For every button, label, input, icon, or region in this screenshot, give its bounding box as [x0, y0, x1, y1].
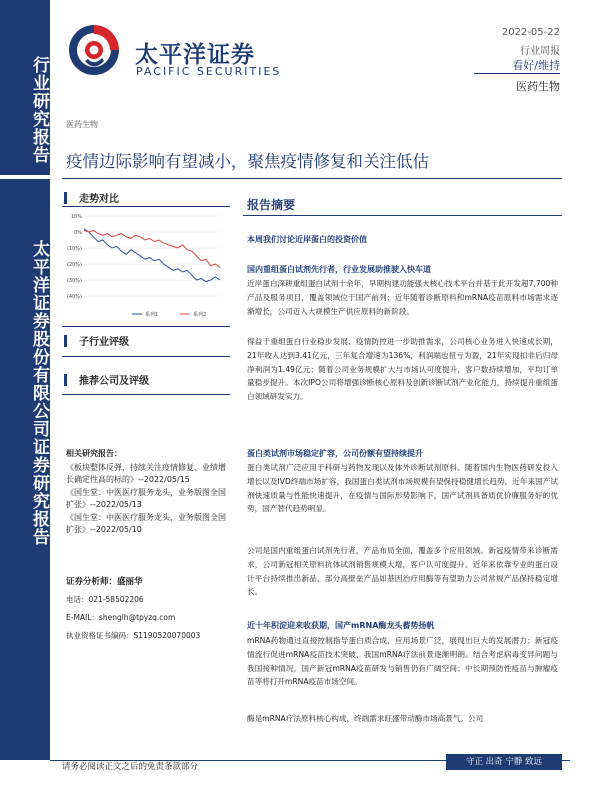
- recommend-heading-text: 推荐公司及评级: [79, 376, 149, 387]
- pacific-securities-logo-icon: [66, 22, 122, 78]
- industry-rating-divider: [62, 356, 230, 357]
- section-heading: 蛋白类试剂市场稳定扩容，公司份额有望持续提升: [247, 449, 423, 458]
- analyst-name: 盛丽华: [117, 577, 143, 587]
- summary-intro: 本周我们讨论近岸蛋白的投资价值: [247, 235, 367, 244]
- footer-disclaimer: 请务必阅读正文之后的免责条款部分: [62, 762, 199, 772]
- summary-heading: 报告摘要: [247, 198, 296, 212]
- series-line: [84, 229, 220, 282]
- related-report-item[interactable]: 《板块整体反弹，持续关注疫情修复、业绩增长确定性高的标的》--2022/05/15: [66, 462, 226, 484]
- chart-bottom-divider: [62, 326, 230, 327]
- series-line: [84, 230, 220, 267]
- title-divider: [62, 178, 562, 179]
- related-reports: [66, 448, 230, 537]
- section-paragraph: 蛋白类试剂广泛应用于科研与药物发现以及体外诊断试剂原料。随着国内生物医药研发投入增长以及IVD终端市场扩容，我国蛋白类试剂市场规模有望保持稳健增长趋势。近年来国产试剂快速质量与性能快速提升，在疫情与国际形势影响下，国产试剂具备质优价廉服务好的优势，国产替代趋势明显。: [247, 463, 558, 514]
- analyst-info: [66, 575, 230, 641]
- y-tick-label: (30%): [66, 278, 82, 284]
- y-tick-label: 10%: [70, 214, 82, 220]
- trend-heading-text: 走势对比: [79, 194, 119, 205]
- rating-divider: [474, 73, 560, 74]
- y-tick-label: (40%): [66, 294, 82, 300]
- recommend-heading: [64, 372, 149, 387]
- analyst-line: [66, 575, 230, 587]
- section-paragraph: 酶是mRNA疗法原料核心构成，终端需求旺盛带动酶市场高景气。公司: [247, 714, 484, 723]
- trend-divider: [62, 206, 230, 207]
- industry-rating: 看好/维持: [512, 59, 560, 72]
- analyst-label: 证券分析师：: [66, 577, 118, 587]
- report-type: 行业周报: [520, 46, 560, 57]
- industry-rating-heading-text: 子行业评级: [79, 337, 129, 348]
- section-heading: 国内重组蛋白试剂先行者，行业发展助推驶入快车道: [247, 265, 431, 274]
- section-paragraph: 公司是国内重组蛋白试剂先行者，产品布局全面，覆盖多个应用领域。新冠疫情带来诊断需求，公司新冠相关原料抗体试剂销售规模大增，客户认可度提升。近年来依靠专业的蛋白设计平台持续推出新品，部分高壁垒产品如基因治疗用酶等有望助力公司常规产品保持稳定增长。: [247, 546, 558, 597]
- trend-chart: [62, 210, 230, 322]
- analyst-email[interactable]: E-MAIL：shenglh@tpyzq.com: [66, 613, 176, 622]
- page-title: 疫情边际影响有望减小，聚焦疫情修复和关注低估: [66, 152, 429, 171]
- section-paragraph: mRNA药物通过直接控制指导蛋白质合成，应用场景广泛，展现出巨大的发展潜力；新冠疫情流行促进mRNA疫苗技术突破，我国mRNA疗法前景逐渐明朗。结合考虑病毒变异问题与我国接种情况，国产新冠mRNA疫苗研发与销售仍有广阔空间；中长期预防性疫苗与肿瘤疫苗等将打开mRNA疫苗市场空间。: [247, 636, 558, 687]
- heading-marker: [64, 192, 67, 204]
- section-paragraph: 得益于重组蛋白行业稳步发展、疫情防控进一步助推需求，公司核心业务进入快速成长期，21年收入达到3.41亿元，三年复合增速为136%，利润端也扭亏为盈，21年实现扣非后归母净利润为1.49亿元；随着公司业务规模扩大与市场认可度提升，客户数持续增加，平均订单量稳步提升。本次IPO公司将增强诊断核心原料及创新诊断试剂产业化能力，持续提升重组蛋白领域研发实力。: [247, 337, 558, 402]
- section-paragraph: 近岸蛋白深耕重组蛋白试剂十余年，早期构建功能强大核心技术平台并基于此开发超7,700种产品及服务项目，覆盖领域位于国产前列；近年随着诊断原料和mRNA疫苗原料市场需求逐渐增长，公司迈入大规模生产供应原料的新阶段。: [247, 279, 558, 316]
- analyst-phone: 电话：021-58502206: [66, 595, 144, 604]
- analyst-license: 执业资格证书编码：S1190520070003: [66, 631, 201, 640]
- sidebar-label-bottom: 太平洋证券股份有限公司证券研究报告: [29, 240, 49, 546]
- y-tick-label: (20%): [66, 262, 82, 268]
- brand-name-en: PACIFIC SECURITIES: [136, 65, 282, 78]
- related-heading: 相关研究报告：: [66, 449, 122, 458]
- heading-marker: [64, 374, 67, 386]
- report-date: 2022-05-22: [501, 27, 560, 38]
- trend-heading: [64, 190, 119, 205]
- legend-label: 系列1: [145, 312, 159, 318]
- report-sector: 医药生物: [516, 80, 560, 93]
- heading-marker: [64, 335, 67, 347]
- y-tick-label: (10%): [66, 246, 82, 252]
- legend-label: 系列2: [193, 312, 207, 318]
- related-report-item[interactable]: 《国生堂：中医医疗服务龙头，业务版图全国扩张》--2022/05/13: [66, 487, 226, 509]
- related-report-item[interactable]: 《国生堂：中医医疗服务龙头，业务版图全国扩张》--2022/05/10: [66, 512, 226, 534]
- section-heading: 近十年积淀迎来收获期，国产mRNA酶龙头蓄势扬帆: [247, 621, 435, 630]
- industry-rating-heading: [64, 333, 129, 348]
- sidebar-separator: [0, 175, 50, 179]
- brand-name-cn: 太平洋证券: [135, 42, 255, 68]
- sidebar-label-top: 行业研究报告: [29, 56, 49, 164]
- summary-divider: [243, 215, 562, 216]
- footer-motto: 守正 出奇 宁静 致远: [446, 754, 562, 770]
- recommend-divider: [62, 394, 230, 395]
- sector-tag: 医药生物: [66, 120, 98, 129]
- y-tick-label: 0%: [74, 230, 82, 236]
